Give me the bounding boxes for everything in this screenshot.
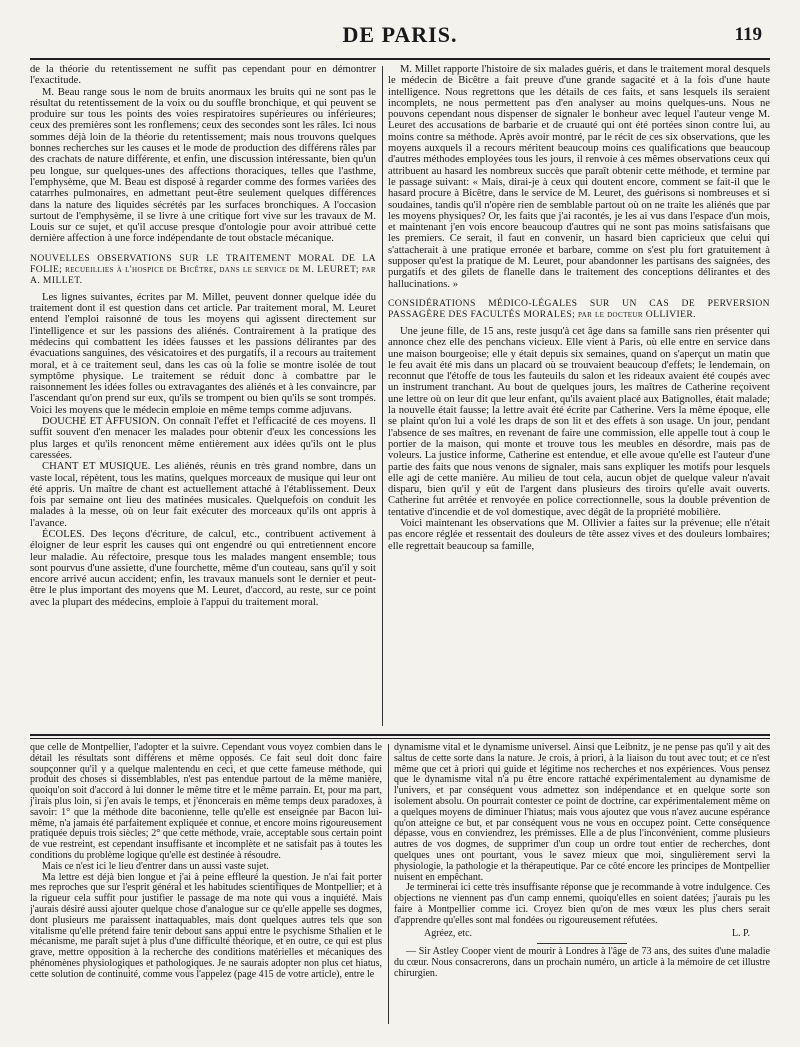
- paragraph: dynamisme vital et le dynamisme universel. Ainsi que Leibnitz, je ne pense pas qu'il y ait des saltus de cette sorte dans la nature. Je crois, à priori, à la liaison du tout avec tout; et ce n'est même que cet à priori qui guide et légitime nos recherches et nos expériences. Vous pensez que le dynamisme vital n'a pu être encore rattaché expérimentalement au dynamisme de l'univers, et par conséquent vous admettez son indépendance et en quelque sorte son isolement absolu. On pourrait contester ce point de doctrine, car expérimentalement même on a quelques moyens de diminuer l'hiatus; mais vous ajoutez que vous n'avez aucune espérance qu'on atteigne ce but, et par conséquent vous ne vous en occupez point. Cette conséquence dépasse, vous en conviendrez, les prémisses. Elle a de plus l'inconvénient, comme plusieurs autres de vos dogmes, de supprimer d'un coup un ordre tout entier de recherches, dont quelques unes ont pourtant, vous le savez mieux que moi, singulièrement servi la physiologie, la pathologie et la thérapeutique. Par ce côté encore les principes de Montpellier nuisent en empêchant.: [394, 743, 770, 883]
- signature-line: [394, 929, 770, 940]
- header-rule: [30, 58, 770, 60]
- column-divider-upper: [382, 66, 383, 726]
- paragraph: Les lignes suivantes, écrites par M. Millet, peuvent donner quelque idée du traitement dont il est question dans cet article. Par traitement moral, M. Leuret entend l'emploi raisonné de tous les moyens qui agissent directement sur l'intelligence et sur les passions des aliénés. Contrairement à la pratique des médecins qui combattent les idées fausses et les passions délirantes par des évacuations sanguines, des vésicatoires et des purgatifs, il a recours au traitement moral, et à ce traitement seul, dans les cas où la folie se montre isolée de tout symptôme physique. Le traitement se réduit donc à combattre par le raisonnement les idées folles ou extravagantes des aliénés et à les convaincre, par l'ascendant qu'on prend sur eux, qu'ils se trompent ou bien qu'ils se sont trompés. Voici les moyens que le médecin emploie en même temps comme adjuvans.: [30, 291, 376, 416]
- paragraph: que celle de Montpellier, l'adopter et la suivre. Cependant vous voyez combien dans le détail les résultats sont différens et même opposés. Ce fait seul doit donc faire soupçonner qu'il y a quelque malentendu en ceci, et que cette fameuse méthode, qui produit des choses si dissemblables, n'est pas entendue partout de la même manière, quoiqu'on soit d'accord à lui donner le même titre et le même parrain. Et, pour ma part, j'irais plus loin, si j'en avais le temps, et j'énoncerais en même temps deux paradoxes, à savoir: 1° que la méthode dite baconienne, telle qu'elle est enseignée par Bacon lui-même, n'a jamais été parfaitement expliquée et connue, et encore moins rigoureusement pratiquée depuis trois siècles; 2° que cette méthode, vraie, acceptable sous certain point de vue restreint, est cependant insuffisante et incomplète et ne satisfait pas à toutes les conditions du problème logique qu'elle est destinée à résoudre.: [30, 743, 382, 861]
- paragraph: Voici maintenant les observations que M. Ollivier a faites sur la prévenue; elle n'était pas encore réglée et ressentait des douleurs de tête assez vives et des douleurs lombaires; elle regrettait beaucoup sa famille,: [388, 517, 770, 552]
- section-heading: NOUVELLES OBSERVATIONS SUR LE TRAITEMENT MORAL DE LA FOLIE; recueillies à l'hospice de Bicêtre, dans le service de M. LEURET; par A. MILLET.: [30, 252, 376, 286]
- section-rule-thin: [30, 738, 770, 739]
- obituary-note: — Sir Astley Cooper vient de mourir à Londres à l'âge de 73 ans, des suites d'une maladie du cœur. Nous consacrerons, dans un prochain numéro, un article à la mémoire de cet illustre chirurgien.: [394, 946, 770, 979]
- page-header: [30, 22, 770, 52]
- running-title: DE PARIS.: [342, 22, 458, 47]
- closing: Agréez, etc.: [424, 927, 473, 939]
- upper-right-column: [388, 64, 770, 728]
- paragraph: Une jeune fille, de 15 ans, reste jusqu'à cet âge dans sa famille sans rien présenter qui annonce chez elle des penchans vicieux. Elle vient à Paris, où elle entre en service dans une maison bourgeoise; elle y était depuis six semaines, quand on s'aperçut un matin que le feu avait été mis dans un placard où se trouvaient beaucoup d'effets; le lendemain, on reconnut que l'étoffe de tous les fauteuils du salon et les rideaux avaient été coupés avec un instrument tranchant. Au bout de quelques jours, les maîtres de Catherine reçoivent une lettre où on leur dit que leur enfant, qu'ils avaient placé aux Batignolles, était malade; la nouvelle était fausse; la lettre avait été écrite par Catherine. Vers la même époque, elle se plaint qu'on lui a volé les draps de son lit et des effets à son usage. Un jour, pendant l'absence de ses maîtres, en revenant de faire une commission, elle appelle tout à coup le portier de la maison, qui monte et trouve tous les meubles en désordre, mais pas de voleurs. La justice informe, Catherine est entendue, et elle avoue qu'elle est l'auteur d'une partie des faits que nous venons de signaler, mais sans expliquer les motifs pour lesquels elle agi de cette manière. Au milieu de tout cela, aucun objet de quelque valeur n'avait disparu, bien qu'il y eût de l'argent dans plusieurs des tiroirs qu'elle avait ouverts. Catherine fut arrêtée et renvoyée en police correctionnelle, sous la double prévention de tentative d'incendie et de vol domestique, avec dégât de la propriété mobilière.: [388, 325, 770, 518]
- paragraph: de la théorie du retentissement ne suffit pas cependant pour en démontrer l'exactitude.: [30, 64, 376, 87]
- paragraph: M. Beau range sous le nom de bruits anormaux les bruits qui ne sont pas le résultat du retentissement de la voix ou du souffle bronchique, et qui peuvent se produire sur tous les points des voies respiratoires supérieures ou inférieures; ceux des premières sont les ronflemens; ceux des secondes sont les râles. Ici nous sommes déjà loin de la théorie du retentissement; mais nous trouvons quelques bonnes recherches sur les causes et le mode de production des différens râles par des crachats de nature différente, et enfin, une discussion intéressante, bien qu'un peu longue, sur quelques-unes des affections thoraciques, telles que l'asthme, l'emphysème, que M. Beau est disposé à regarder comme des formes variées des catarrhes pulmonaires, en admettant peut-être seulement quelques différences dans la nature des liquides sécrétés par les surfaces bronchiques. A l'occasion surtout de l'emphysème, il se livre à une critique fort vive sur les travaux de M. Louis sur ce sujet, et qu'il accuse presque d'ontologie pour avoir attribué cette dernière affection à une force indépendante de tout obstacle mécanique.: [30, 86, 376, 245]
- separator: [537, 943, 627, 944]
- upper-left-column: [30, 64, 376, 728]
- paragraph: Je terminerai ici cette très insuffisante réponse que je recommande à votre indulgence. Ces objections ne viennent pas d'un camp ennemi, quoiqu'elles en soient datées; j'aurais pu les faire à Montpellier comme ici. Croyez bien qu'on de mes vœux les plus chers serait d'apprendre qu'elles sont mal fondées ou rigoureusement réfutées.: [394, 882, 770, 926]
- section-heading: CONSIDÉRATIONS MÉDICO-LÉGALES SUR UN CAS DE PERVERSION PASSAGÈRE DES FACULTÉS MORALES; par le docteur OLLIVIER.: [388, 297, 770, 320]
- signature-initials: L. P.: [731, 927, 750, 939]
- paragraph: Ma lettre est déjà bien longue et j'ai à peine effleuré la question. Je n'ai fait porter mes reproches que sur l'esprit général et les habitudes scientifiques de Montpellier; et à la rigueur cela suffit pour justifier le passage de ma note qui vous a inquiété. Mais j'aurais désiré aussi ajouter quelque chose d'analogue sur ce qu'elle appelle ses dogmes, dont plusieurs me paraissent inattaquables, mais dont quelques autres tels que son vitalisme qu'elle prétend faire tenir debout sans appui entre le psychisme Sthalien et le mécanisme, me paraît sujet à plus d'une difficulté théorique, et en outre, ce qui est plus grave, mettre opposition à la recherche des conditions matérielles et mécaniques des phénomènes physiologiques et pathologiques. Je ne saurais adopter non plus cet hiatus, cette solution de continuité, comme vous l'appelez (page 415 de votre article), entre le: [30, 871, 382, 980]
- lower-left-column: [30, 743, 382, 1035]
- page-number: 119: [734, 24, 762, 45]
- lower-right-column: [394, 743, 770, 1035]
- paragraph: DOUCHE ET AFFUSION. On connaît l'effet et l'efficacité de ces moyens. Il suffit souvent d'en menacer les malades pour obtenir d'eux les concessions les plus larges et qu'ils renoncent même entièrement aux idées qu'ils ont le plus caressées.: [30, 416, 376, 461]
- column-divider-lower: [388, 744, 389, 1024]
- paragraph: M. Millet rapporte l'histoire de six malades guéris, et dans le traitement moral desquels le médecin de Bicêtre a fait preuve d'une grande sagacité et à la fois d'une haute intelligence. Nous regrettons que les détails de ces faits, et sans lesquels ils seraient incomplets, ne nous permettent pas d'en analyser au moins quelques-uns. Nous ne pouvons cependant nous dispenser de signaler le bonheur avec lequel l'auteur venge M. Leuret des accusations de barbarie et de cruauté qui ont été portées sinon contre lui, au moins contre sa méthode. Après avoir montré, par le récit de ces six observations, que les moyens auxquels il a recours méritent beaucoup moins ces qualifications que beaucoup d'autres méthodes employées tous les jours, il renvoie à ces mêmes observations ceux qui attribuent au hasard les nombreux succès que paraît obtenir cette méthode, et termine par le passage suivant: « Mais, dirai-je à ceux qui doutent encore, comment se fait-il que le hasard procure à Bicêtre, dans le service de M. Leuret, des guérisons si nombreuses et si soudaines, tandis qu'il n'opère rien de semblable partout où on ne traite les aliénés que par les moyens physiques? Or, les faits que j'ai racontés, je les ai vus dans l'espace d'un mois, et maintenant j'en vois encore beaucoup d'autres qui ne sont pas moins satisfaisans que les premiers. Ce serait, il faut en convenir, un hasard bien capricieux que celui qui s'attacherait à une pratique erronée et barbare, comme on s'est plu fort gratuitement à supposer qu'est la pratique de M. Leuret, pour abandonner les partisans des saignées, des purgatifs et des gilets de flanelle dans le traitement des conceptions délirantes et des hallucinations. »: [388, 64, 770, 290]
- paragraph: ÉCOLES. Des leçons d'écriture, de calcul, etc., contribuent activement à éloigner de leur esprit les causes qui ont engendré ou qui entretiennent encore leur maladie. Au réfectoire, presque tous les malades mangent ensemble; tous sont pourvus d'une assiette, d'une fourchette, même d'un couteau, sans qu'il y soit encore arrivé aucun accident; enfin, les travaux manuels sont le dernier et peut-être le plus important des moyens que M. Leuret, d'accord, au reste, sur ce point avec la plupart des médecins, emploie à l'appui du traitement moral.: [30, 528, 376, 608]
- section-rule-thick: [30, 734, 770, 736]
- paragraph: CHANT ET MUSIQUE. Les aliénés, réunis en très grand nombre, dans un vaste local, répètent, tous les matins, quelques morceaux de musique qui leur ont été appris. Un maître de chant est actuellement attaché à l'établissement. Deux fois par semaine ont lieu des matinées musicales. Quelquefois on conduit les malades à la messe, où on leur fait exécuter des morceaux qu'ils ont appris à l'avance.: [30, 461, 376, 529]
- paragraph: Mais ce n'est ici le lieu d'entrer dans un aussi vaste sujet.: [42, 860, 269, 872]
